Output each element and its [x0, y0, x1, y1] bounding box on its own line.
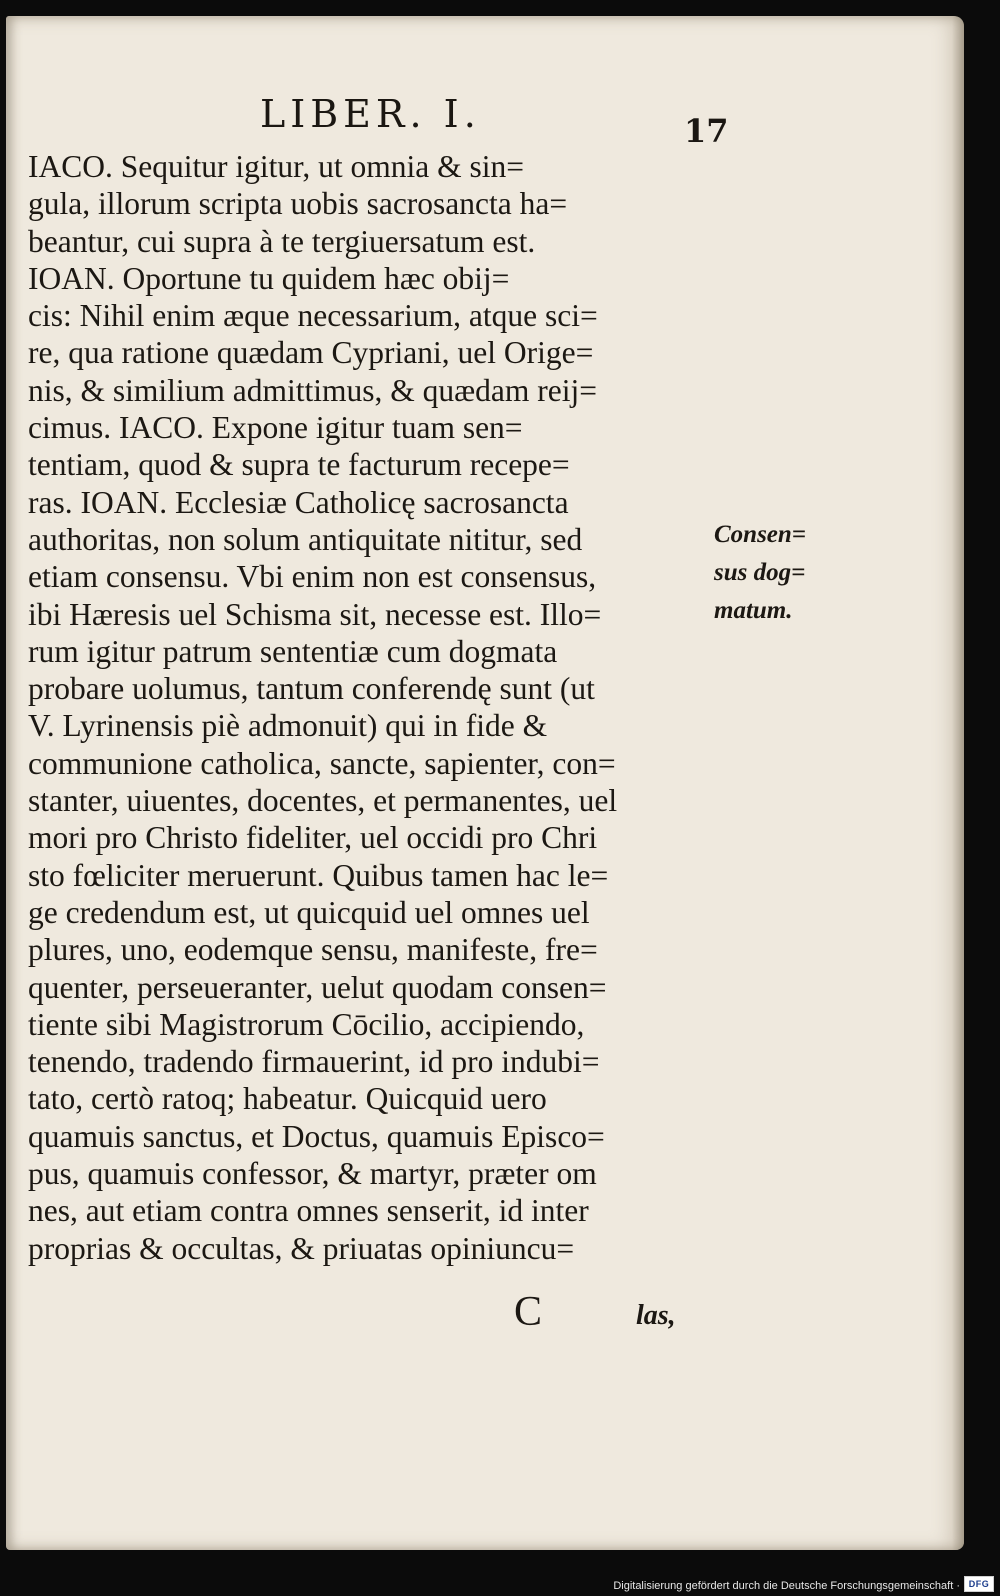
text-line: ras. IOAN. Ecclesiæ Catholicę sacrosancta — [28, 484, 569, 520]
text-line: communione catholica, sancte, sapienter, con= — [28, 745, 616, 781]
text-line: etiam consensu. Vbi enim non est consensus, — [28, 559, 597, 595]
text-line: authoritas, non solum antiquitate nititur, sed — [28, 521, 583, 557]
text-line: beantur, cui supra à te tergiuersatum est. — [28, 223, 536, 259]
main-text-block — [28, 148, 718, 1267]
running-head: LIBER. I. — [260, 92, 481, 136]
marginal-note — [714, 516, 814, 630]
text-line: IACO. Sequitur igitur, ut omnia & sin= — [28, 149, 524, 184]
catchword: las, — [636, 1300, 676, 1331]
text-line: cimus. IACO. Expone igitur tuam sen= — [28, 410, 523, 446]
text-line: nis, & similium admittimus, & quædam reij= — [28, 372, 598, 408]
text-line: tiente sibi Magistrorum Cōcilio, accipiendo, — [28, 1006, 585, 1042]
text-line: quenter, perseueranter, uelut quodam consen= — [28, 969, 607, 1005]
text-line: tato, certò ratoq; habeatur. Quicquid uero — [28, 1081, 547, 1117]
text-line: pus, quamuis confessor, & martyr, præter om — [28, 1156, 597, 1192]
text-line: mori pro Christo fideliter, uel occidi pro Chri — [28, 820, 598, 856]
dfg-logo-icon: DFG — [964, 1576, 994, 1592]
text-line: probare uolumus, tantum conferendę sunt (ut — [28, 671, 595, 707]
marginal-note-line: sus dog= — [714, 559, 806, 586]
text-line: rum igitur patrum sententiæ cum dogmata — [28, 633, 558, 669]
text-line: proprias & occultas, & priuatas opiniuncu= — [28, 1230, 575, 1266]
text-line: cis: Nihil enim æque necessarium, atque sci= — [28, 298, 598, 334]
text-line: stanter, uiuentes, docentes, et permanentes, uel — [28, 783, 618, 819]
text-line: nes, aut etiam contra omnes senserit, id inter — [28, 1193, 589, 1229]
text-line: tentiam, quod & supra te facturum recepe= — [28, 447, 570, 483]
marginal-note-line: Consen= — [714, 521, 807, 548]
footer-bar — [0, 1572, 1000, 1596]
text-line: sto fœliciter meruerunt. Quibus tamen hac le= — [28, 857, 609, 893]
text-line: ibi Hæresis uel Schisma sit, necesse est. Illo= — [28, 596, 602, 632]
funding-credit: Digitalisierung gefördert durch die Deutsche Forschungsgemeinschaft · — [613, 1580, 960, 1592]
text-line: gula, illorum scripta uobis sacrosancta ha= — [28, 186, 568, 222]
page-edge-shadow — [952, 16, 964, 1550]
text-line: ge credendum est, ut quicquid uel omnes uel — [28, 894, 590, 930]
book-page — [6, 16, 964, 1550]
text-line: plures, uno, eodemque sensu, manifeste, fre= — [28, 932, 598, 968]
text-line: V. Lyrinensis piè admonuit) qui in fide & — [28, 708, 548, 744]
text-line: re, qua ratione quædam Cypriani, uel Orige= — [28, 335, 594, 371]
text-line: quamuis sanctus, et Doctus, quamuis Episco= — [28, 1118, 605, 1154]
folio-number: 17 — [684, 112, 729, 150]
text-line: IOAN. Oportune tu quidem hæc obij= — [28, 260, 510, 296]
signature-mark: C — [514, 1289, 543, 1335]
marginal-note-line: matum. — [714, 597, 793, 624]
text-line: tenendo, tradendo firmauerint, id pro indubi= — [28, 1044, 600, 1080]
